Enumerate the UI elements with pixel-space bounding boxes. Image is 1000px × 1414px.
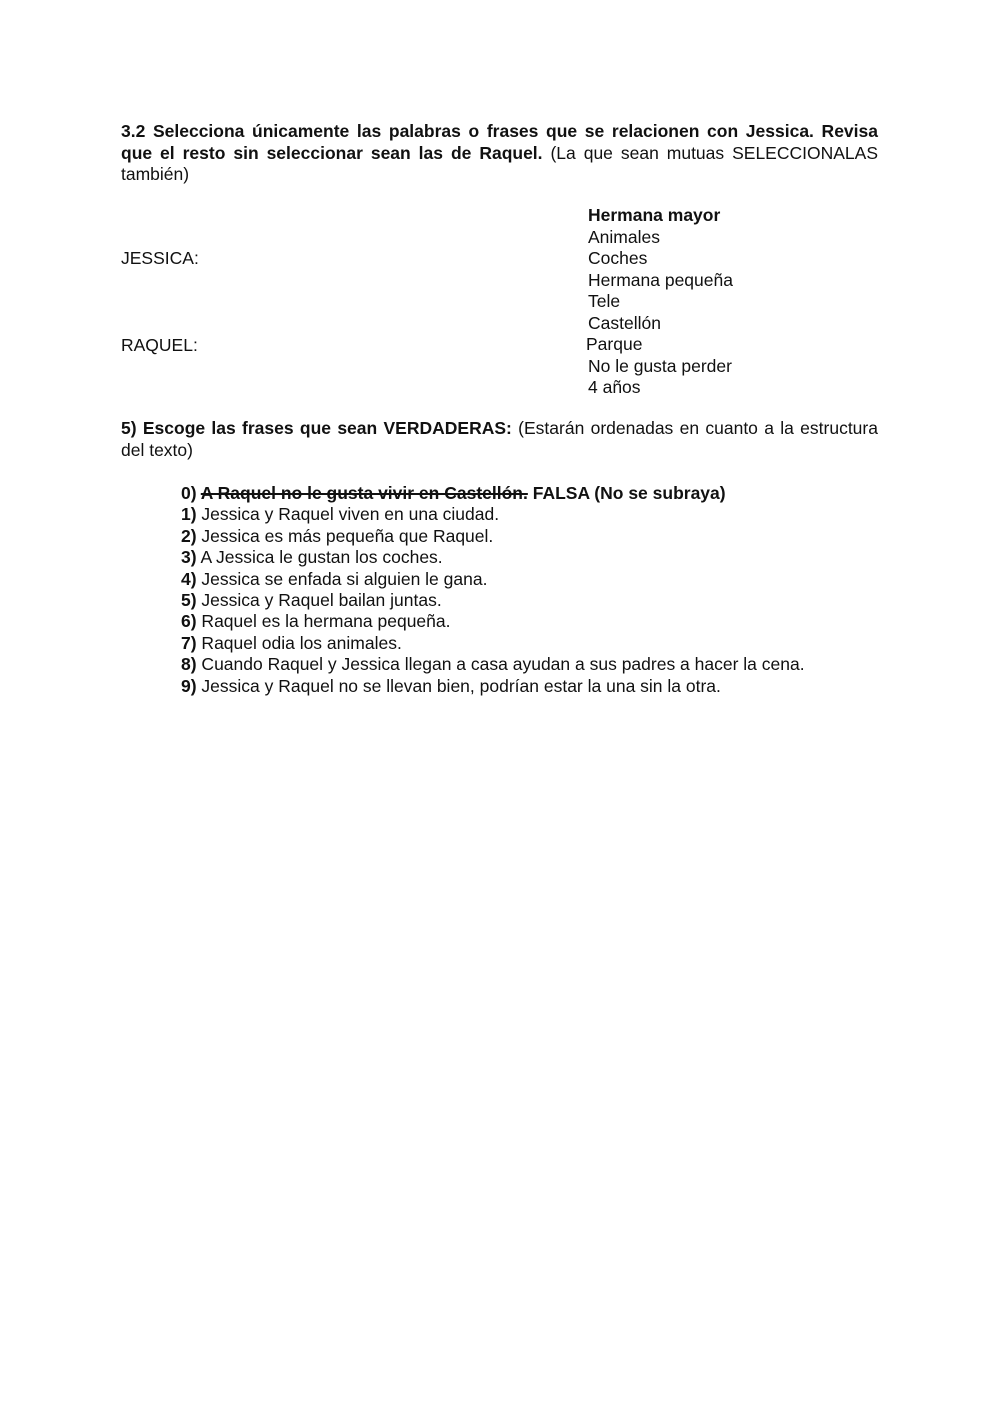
statement-text[interactable]: A Jessica le gustan los coches. bbox=[196, 547, 443, 568]
statement-number: 3) bbox=[181, 547, 197, 568]
word-item[interactable]: Coches bbox=[588, 248, 648, 268]
statement-text[interactable]: Jessica y Raquel no se llevan bien, podrían estar la una sin la otra. bbox=[196, 675, 721, 696]
statement-text[interactable]: Jessica es más pequeña que Raquel. bbox=[196, 525, 494, 546]
word-item[interactable]: Tele bbox=[588, 291, 621, 311]
statement-item[interactable] bbox=[181, 504, 805, 525]
section-5-instructions bbox=[121, 418, 878, 461]
statement-number: 6) bbox=[181, 611, 197, 632]
statement-text[interactable]: Jessica y Raquel bailan juntas. bbox=[196, 589, 442, 610]
label-jessica: JESSICA: bbox=[121, 248, 199, 268]
statement-item[interactable] bbox=[181, 633, 805, 654]
statement-number: 2) bbox=[181, 525, 197, 546]
section-3-2-instructions bbox=[121, 121, 878, 186]
word-item[interactable]: Castellón bbox=[588, 312, 661, 333]
example-answer-note: FALSA (No se subraya) bbox=[527, 483, 726, 503]
statement-number: 1) bbox=[181, 504, 197, 525]
statement-text[interactable]: Raquel odia los animales. bbox=[196, 632, 402, 653]
statement-item[interactable] bbox=[181, 569, 805, 590]
statement-number: 0) bbox=[181, 483, 197, 503]
statement-number: 7) bbox=[181, 632, 197, 653]
example-statement bbox=[181, 483, 805, 504]
statement-item[interactable] bbox=[181, 526, 805, 547]
statement-number: 5) bbox=[181, 589, 197, 610]
statement-number: 4) bbox=[181, 568, 197, 589]
statement-item[interactable] bbox=[181, 676, 805, 697]
statement-text[interactable]: Jessica se enfada si alguien le gana. bbox=[196, 568, 488, 589]
statement-list bbox=[181, 483, 805, 697]
section-5-bold-instruction: 5) Escoge las frases que sean VERDADERAS: bbox=[121, 418, 512, 438]
word-item[interactable]: No le gusta perder bbox=[588, 355, 732, 376]
statement-item[interactable] bbox=[181, 590, 805, 611]
statement-item[interactable] bbox=[181, 611, 805, 632]
section-3-2-bold-instruction: 3.2 Selecciona únicamente las palabras o frases que se relacionen con Jessica. Revisa que el resto sin seleccionar sean las de Raquel. bbox=[121, 121, 878, 163]
word-item[interactable]: 4 años bbox=[588, 377, 641, 397]
word-item[interactable]: Hermana pequeña bbox=[588, 269, 733, 290]
statement-item[interactable] bbox=[181, 654, 805, 675]
section-3-2-note: (La que sean mutuas SELECCIONALAS también) bbox=[121, 142, 878, 184]
word-list bbox=[588, 205, 733, 399]
struck-example-text: A Raquel no le gusta vivir en Castellón. bbox=[200, 483, 528, 503]
statement-item[interactable] bbox=[181, 547, 805, 568]
word-item[interactable]: Parque bbox=[586, 334, 643, 354]
statement-text[interactable]: Jessica y Raquel viven en una ciudad. bbox=[196, 504, 500, 525]
statement-text[interactable]: Cuando Raquel y Jessica llegan a casa ayudan a sus padres a hacer la cena. bbox=[196, 654, 805, 675]
word-header[interactable]: Hermana mayor bbox=[588, 205, 721, 225]
statement-number: 8) bbox=[181, 654, 197, 675]
statement-text[interactable]: Raquel es la hermana pequeña. bbox=[196, 611, 451, 632]
section-5-note: (Estarán ordenadas en cuanto a la estructura del texto) bbox=[121, 418, 878, 460]
word-item[interactable]: Animales bbox=[588, 226, 660, 247]
statement-number: 9) bbox=[181, 675, 197, 696]
label-raquel: RAQUEL: bbox=[121, 335, 198, 355]
